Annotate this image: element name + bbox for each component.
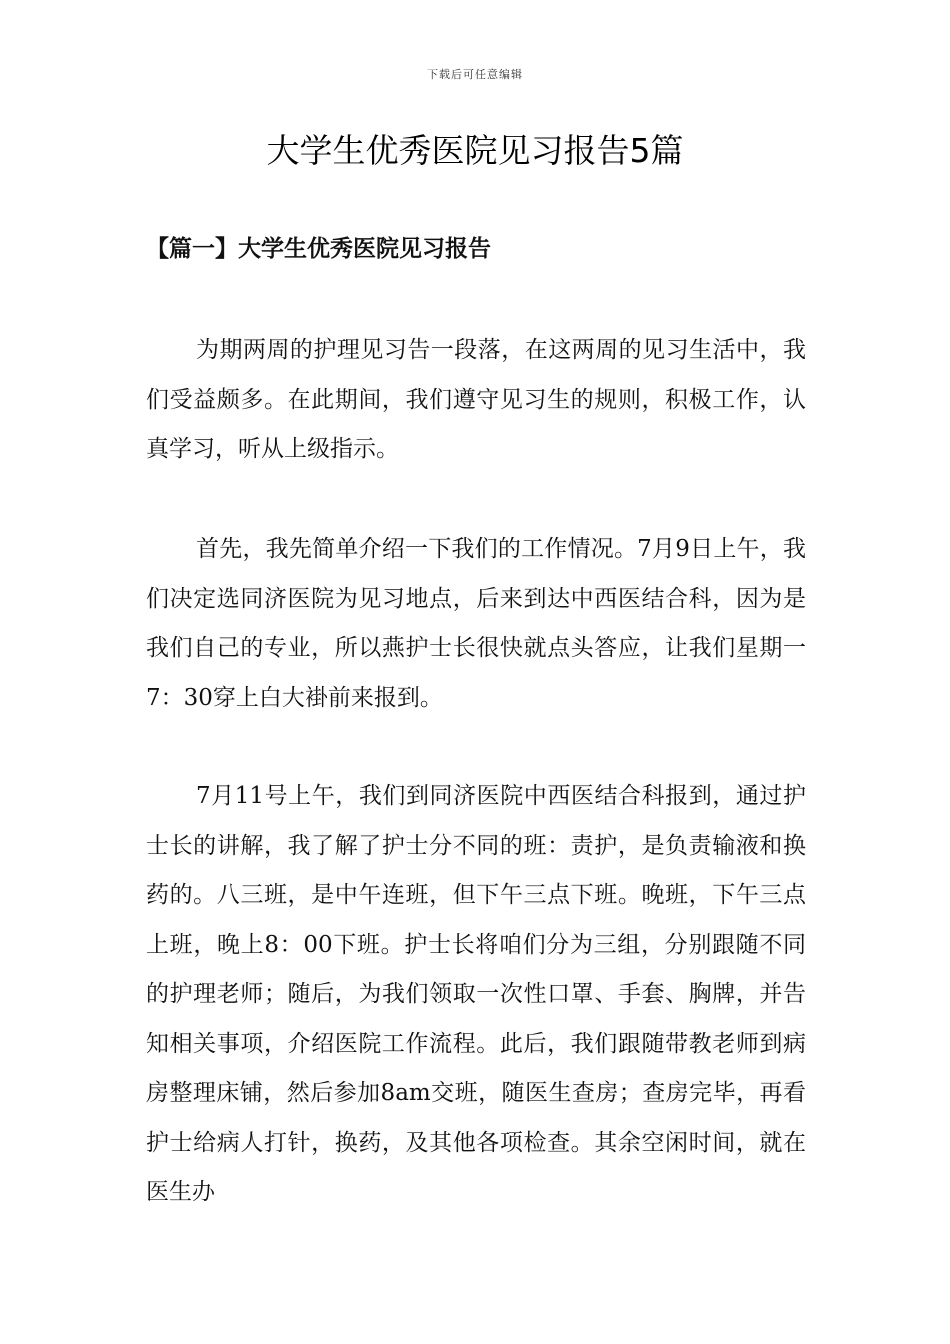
- paragraph-1: 为期两周的护理见习告一段落，在这两周的见习生活中，我们受益颇多。在此期间，我们遵守见习生的规则，积极工作，认真学习，听从上级指示。: [146, 337, 806, 462]
- document-title: 大学生优秀医院见习报告5篇: [266, 131, 684, 170]
- section-heading: 【篇一】大学生优秀医院见习报告: [146, 235, 491, 262]
- paragraph-3: 7月11号上午，我们到同济医院中西医结合科报到，通过护士长的讲解，我了解了护士分不同的班：责护，是负责输液和换药的。八三班，是中午连班，但下午三点下班。晚班，下午三点上班，晚上8：00下班。护士长将咱们分为三组，分别跟随不同的护理老师；随后，为我们领取一次性口罩、手套、胸牌，并告知相关事项，介绍医院工作流程。此后，我们跟随带教老师到病房整理床铺，然后参加8am交班，随医生查房；查房完毕，再看护士给病人打针，换药，及其他各项检查。其余空闲时间，就在医生办: [146, 783, 806, 1205]
- header-note: 下载后可任意编辑: [427, 68, 523, 81]
- paragraph-2: 首先，我先简单介绍一下我们的工作情况。7月9日上午，我们决定选同济医院为见习地点，后来到达中西医结合科，因为是我们自己的专业，所以燕护士长很快就点头答应，让我们星期一7：30穿上白大褂前来报到。: [146, 536, 806, 711]
